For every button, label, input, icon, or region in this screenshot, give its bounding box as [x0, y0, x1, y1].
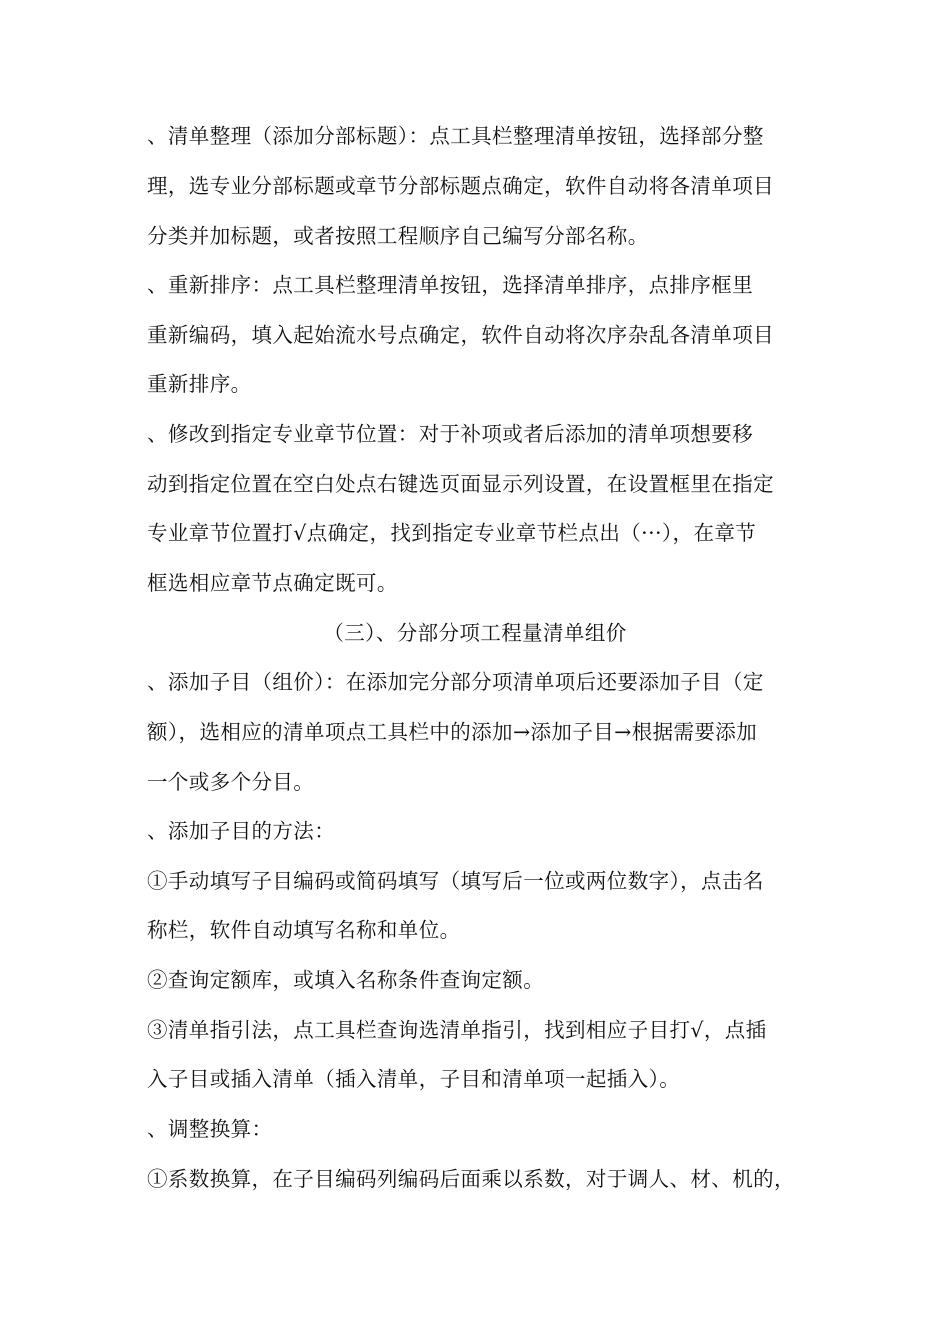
- paragraph-line: ③清单指引法，点工具栏查询选清单指引，找到相应子目打√，点插: [147, 1018, 767, 1042]
- paragraph-line: 重新排序。: [147, 372, 252, 396]
- paragraph-line: 称栏，软件自动填写名称和单位。: [147, 918, 461, 942]
- paragraph-line: 、添加子目（组价）：在添加完分部分项清单项后还要添加子目（定: [147, 670, 764, 694]
- paragraph-line: 框选相应章节点确定既可。: [147, 571, 398, 595]
- paragraph-line: 入子目或插入清单（插入清单，子目和清单项一起插入）。: [147, 1067, 681, 1091]
- paragraph-line: 理，选专业分部标题或章节分部标题点确定，软件自动将各清单项目: [147, 174, 774, 198]
- paragraph-line: 、重新排序：点工具栏整理清单按钮，选择清单排序，点排序框里: [147, 273, 754, 297]
- paragraph-line: 、清单整理（添加分部标题）：点工具栏整理清单按钮，选择部分整: [147, 124, 764, 148]
- paragraph-line: ①手动填写子目编码或简码填写（填写后一位或两位数字），点击名: [147, 869, 764, 893]
- paragraph-line: 重新编码，填入起始流水号点确定，软件自动将次序杂乱各清单项目: [147, 323, 774, 347]
- section-heading: （三）、分部分项工程量清单组价: [323, 621, 627, 645]
- paragraph-line: 专业章节位置打√点确定，找到指定专业章节栏点出（···），在章节: [147, 521, 757, 545]
- paragraph-line: 额），选相应的清单项点工具栏中的添加→添加子目→根据需要添加: [147, 720, 758, 744]
- paragraph-line: 、调整换算：: [147, 1117, 273, 1141]
- paragraph-line: 一个或多个分目。: [147, 770, 315, 794]
- paragraph-line: ①系数换算，在子目编码列编码后面乘以系数，对于调人、材、机的，: [147, 1167, 795, 1191]
- paragraph-line: 、修改到指定专业章节位置：对于补项或者后添加的清单项想要移: [147, 422, 754, 446]
- paragraph-line: ②查询定额库，或填入名称条件查询定额。: [147, 968, 545, 992]
- paragraph-line: 动到指定位置在空白处点右键选页面显示列设置，在设置框里在指定: [147, 472, 774, 496]
- paragraph-line: 、添加子目的方法：: [147, 819, 336, 843]
- paragraph-line: 分类并加标题，或者按照工程顺序自己编写分部名称。: [147, 224, 649, 248]
